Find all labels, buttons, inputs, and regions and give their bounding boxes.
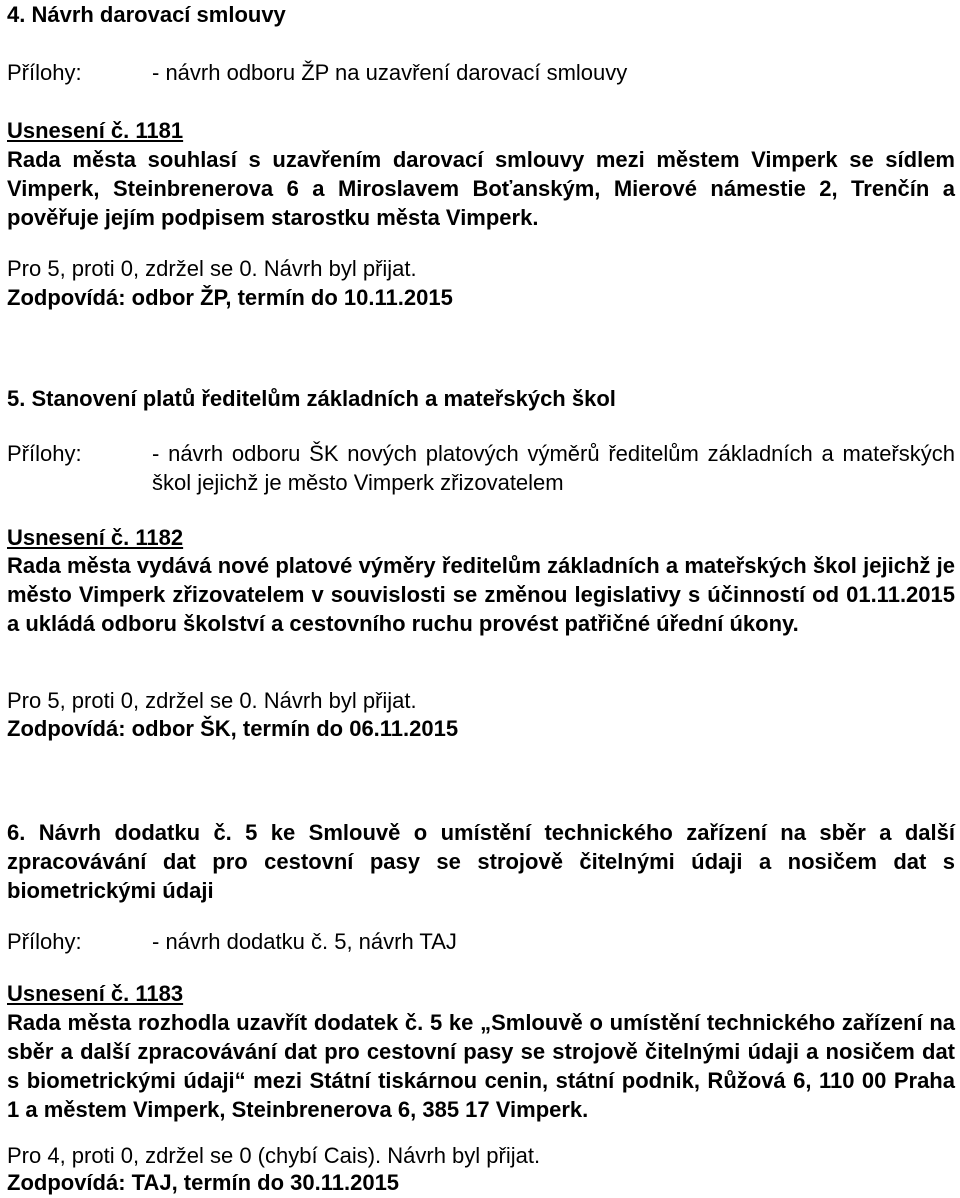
section-6-heading: 6. Návrh dodatku č. 5 ke Smlouvě o umístění technického zařízení na sběr a další zpracovávání dat pro cestovní pasy se strojově čitelnými údaji a nosičem dat s biometrickými údaji [7,820,955,903]
resolution-1181-title: Usnesení č. 1181 [7,118,184,143]
attachments-label: Přílohy: [7,441,82,466]
attachments-text: - návrh odboru ŽP na uzavření darovací smlouvy [152,60,628,85]
attachments-label: Přílohy: [7,60,82,85]
resolution-1183-title: Usnesení č. 1183 [7,981,184,1006]
section-5-responsible: Zodpovídá: odbor ŠK, termín do 06.11.2015 [7,716,459,741]
section-4-vote: Pro 5, proti 0, zdržel se 0. Návrh byl přijat. [7,256,417,281]
section-5-attachments [7,439,955,497]
attachments-text: - návrh odboru ŠK nových platových výměrů ředitelům základních a mateřských škol jejichž je město Vimperk zřizovatelem [152,441,955,495]
section-6-responsible: Zodpovídá: TAJ, termín do 30.11.2015 [7,1170,400,1195]
attachments-text: - návrh dodatku č. 5, návrh TAJ [152,929,457,954]
section-4-heading: 4. Návrh darovací smlouvy [7,2,286,27]
resolution-1181-text: Rada města souhlasí s uzavřením darovací smlouvy mezi městem Vimperk se sídlem Vimperk, Steinbrenerova 6 a Miroslavem Boťanským, Mierové námestie 2, Trenčín a pověřuje jejím podpisem starostku města Vimperk. [7,147,955,230]
section-6-vote: Pro 4, proti 0, zdržel se 0 (chybí Cais). Návrh byl přijat. [7,1143,541,1168]
section-5-heading: 5. Stanovení platů ředitelům základních a mateřských škol [7,386,616,411]
section-4-attachments [7,58,955,87]
resolution-1182-title: Usnesení č. 1182 [7,525,184,550]
attachments-label: Přílohy: [7,929,82,954]
section-6-attachments [7,927,955,956]
resolution-1182-text: Rada města vydává nové platové výměry ředitelům základních a mateřských škol jejichž je město Vimperk zřizovatelem v souvislosti se změnou legislativy s účinností od 01.11.2015 a ukládá odboru školství a cestovního ruchu provést patřičné úřední úkony. [7,553,955,636]
section-4-responsible: Zodpovídá: odbor ŽP, termín do 10.11.2015 [7,285,453,310]
resolution-1183-text: Rada města rozhodla uzavřít dodatek č. 5 ke „Smlouvě o umístění technického zařízení na sběr a další zpracovávání dat pro cestovní pasy se strojově čitelnými údaji a nosičem dat s biometrickými údaji“ mezi Státní tiskárnou cenin, státní podnik, Růžová 6, 110 00 Praha 1 a městem Vimperk, Steinbrenerova 6, 385 17 Vimperk. [7,1010,955,1122]
section-5-vote: Pro 5, proti 0, zdržel se 0. Návrh byl přijat. [7,688,417,713]
